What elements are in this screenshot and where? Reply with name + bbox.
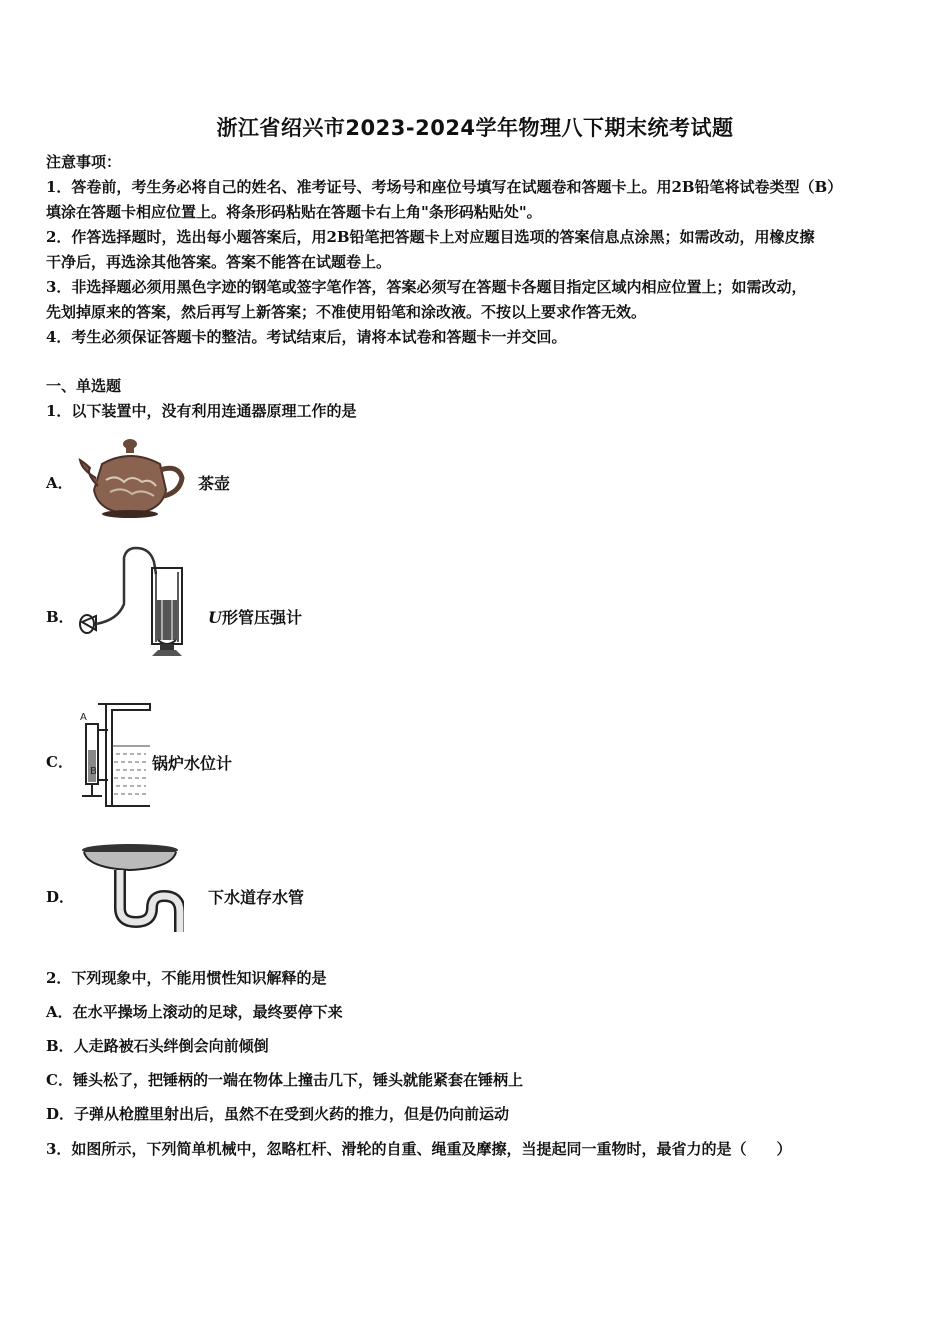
notice-line: 先划掉原来的答案，然后再写上新答案；不准使用铅笔和涂改液。不按以上要求作答无效。 [46, 303, 647, 321]
boiler-water-gauge-icon [72, 700, 152, 810]
q1-option-b-caption-text: 形管压强计 [221, 608, 302, 627]
notice-line: 填涂在答题卡相应位置上。将条形码粘贴在答题卡右上角"条形码粘贴处"。 [46, 203, 542, 221]
q2-option-b: B．人走路被石头绊倒会向前倾倒 [46, 1037, 269, 1055]
section-heading: 一、单选题 [46, 377, 122, 395]
gauge-label-a: A [80, 712, 87, 723]
q1-option-b-letter: B． [46, 608, 74, 626]
notice-line: 4．考生必须保证答题卡的整洁。考试结束后，请将本试卷和答题卡一并交回。 [46, 328, 567, 346]
q2-option-c: C．锤头松了，把锤柄的一端在物体上撞击几下，锤头就能紧套在锤柄上 [46, 1071, 523, 1089]
q1-option-d-letter: D． [46, 888, 75, 906]
notice-line: 干净后，再选涂其他答案。答案不能答在试题卷上。 [46, 253, 392, 271]
q2-option-d: D．子弹从枪膛里射出后，虽然不在受到火药的推力，但是仍向前运动 [46, 1105, 510, 1123]
notice-heading: 注意事项： [46, 153, 122, 171]
sink-trap-icon [80, 842, 184, 934]
notice-line: 1．答卷前，考生务必将自己的姓名、准考证号、考场号和座位号填写在试题卷和答题卡上。用2B铅笔将试卷类型（B） [46, 178, 843, 196]
q3-stem: 3．如图所示，下列简单机械中，忽略杠杆、滑轮的自重、绳重及摩擦，当提起同一重物时，最省力的是（ ） [46, 1140, 792, 1158]
q1-option-c-caption: 锅炉水位计 [152, 754, 233, 773]
u-tube-manometer-icon [78, 544, 186, 660]
q2-option-a: A．在水平操场上滚动的足球，最终要停下来 [46, 1003, 343, 1021]
teapot-icon [76, 434, 188, 520]
notice-line: 3．非选择题必须用黑色字迹的钢笔或签字笔作答，答案必须写在答题卡各题目指定区域内相应位置上；如需改动， [46, 278, 807, 296]
q1-option-b-caption [208, 605, 302, 628]
q1-option-d-caption: 下水道存水管 [208, 888, 305, 907]
q1-option-a-letter: A． [46, 474, 73, 492]
q1-option-c-letter: C． [46, 753, 73, 771]
notice-line: 2．作答选择题时，选出每小题答案后，用2B铅笔把答题卡上对应题目选项的答案信息点涂黑；如需改动，用橡皮擦 [46, 228, 815, 246]
q1-option-b-caption-italic: U [208, 608, 222, 627]
q1-option-a-caption: 茶壶 [198, 474, 231, 493]
q1-stem: 1．以下装置中，没有利用连通器原理工作的是 [46, 402, 357, 420]
gauge-label-b: B [90, 766, 97, 777]
page-title: 浙江省绍兴市2023-2024学年物理八下期末统考试题 [216, 116, 734, 140]
q2-stem: 2．下列现象中，不能用惯性知识解释的是 [46, 969, 327, 987]
